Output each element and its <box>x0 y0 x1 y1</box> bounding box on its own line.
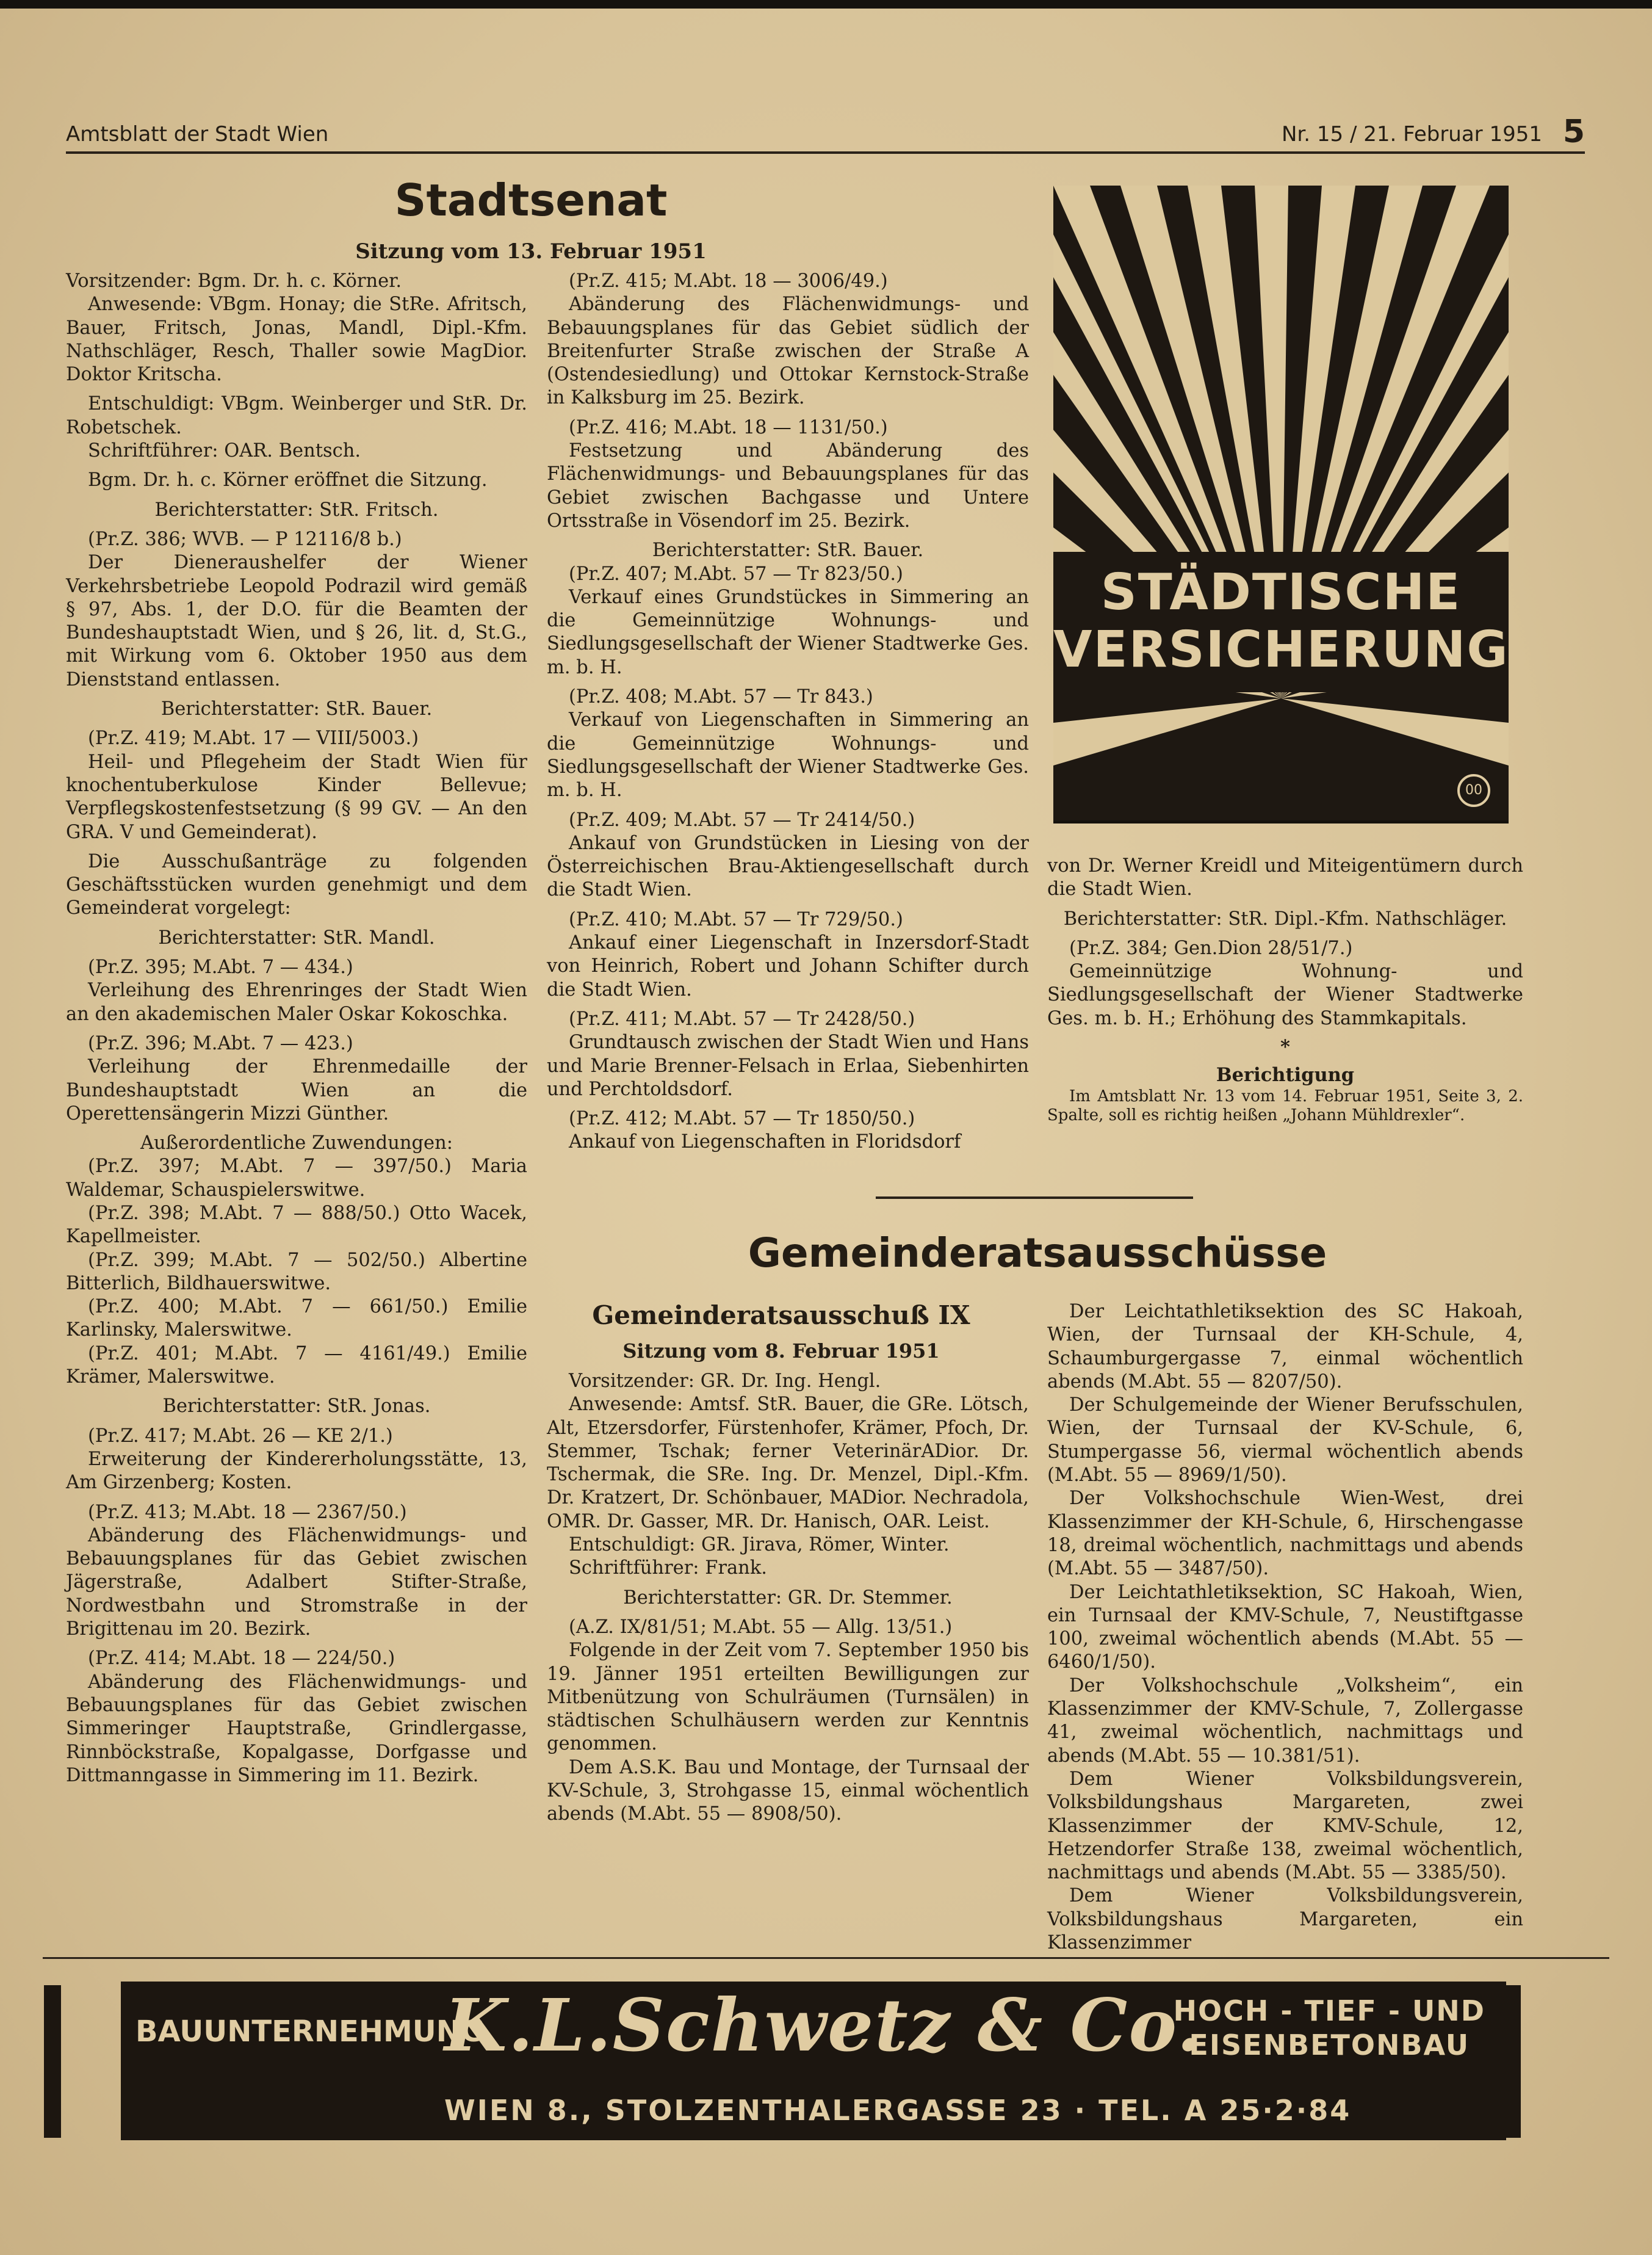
paragraph: Berichterstatter: StR. Bauer. <box>161 698 433 720</box>
bottom-divider <box>43 1957 1609 1959</box>
paragraph: Schriftführer: OAR. Bentsch. <box>88 440 361 462</box>
paragraph: Verkauf von Liegenschaften in Simmering an die Gemeinnützige Wohnungs- und Siedlungsgesellschaft der Wiener Stadtwerke Ges. m. b. H. <box>547 709 1029 802</box>
paragraph: (Pr.Z. 400; M.Abt. 7 — 661/50.) Emilie Karlinsky, Malerswitwe. <box>66 1296 527 1341</box>
paragraph: Ankauf von Liegenschaften in Floridsdorf <box>569 1131 961 1153</box>
paragraph: Heil- und Pflegeheim der Stadt Wien für knochentuberkulose Kinder Bellevue; Verpflegskostenfestsetzung (§ 99 GV. — An den GRA. V und Gemeinderat). <box>66 751 527 843</box>
paragraph: (Pr.Z. 396; M.Abt. 7 — 423.) <box>88 1032 353 1054</box>
insurance-logo-icon: 00 <box>1457 774 1490 807</box>
ad-schwetz-name: K.L.Schwetz & Co. <box>444 1983 1203 2068</box>
paragraph: von Dr. Werner Kreidl und Miteigentümern durch die Stadt Wien. <box>1047 855 1523 900</box>
paragraph: Der Leichtathletiksektion, SC Hakoah, Wien, ein Turnsaal der KMV-Schule, 7, Neustiftgasse 100, zweimal wöchentlich abends (M.Abt. 55 — 6460/1/50). <box>1047 1581 1523 1673</box>
paragraph: Entschuldigt: GR. Jirava, Römer, Winter. <box>569 1534 950 1556</box>
paragraph: Verkauf eines Grundstückes in Simmering an die Gemeinnützige Wohnungs- und Siedlungsgesellschaft der Wiener Stadtwerke Ges. m. b. H. <box>547 586 1029 678</box>
issue-date: Nr. 15 / 21. Februar 1951 <box>1282 122 1542 147</box>
page-header <box>66 114 1585 154</box>
paragraph: Im Amtsblatt Nr. 13 vom 14. Februar 1951, Seite 3, 2. Spalte, soll es richtig heißen „Johann Mühldrexler“. <box>1047 1087 1523 1124</box>
paragraph: (Pr.Z. 386; WVB. — P 12116/8 b.) <box>88 528 402 550</box>
ad-services-line-1: HOCH - TIEF - UND <box>1173 1994 1485 2027</box>
paragraph: Ankauf einer Liegenschaft in Inzersdorf-Stadt von Heinrich, Robert und Johann Schifter durch die Stadt Wien. <box>547 932 1029 1001</box>
paragraph: Berichterstatter: StR. Fritsch. <box>154 499 439 521</box>
ad-schwetz <box>121 1982 1506 2140</box>
paragraph: (Pr.Z. 395; M.Abt. 7 — 434.) <box>88 957 353 979</box>
ad-services-line-2: EISENBETONBAU <box>1189 2029 1470 2061</box>
ad-versicherung-text <box>1053 564 1509 679</box>
page-number: 5 <box>1562 114 1585 150</box>
section-divider <box>876 1196 1193 1199</box>
paragraph: (Pr.Z. 412; M.Abt. 57 — Tr 1850/50.) <box>569 1108 915 1130</box>
paragraph: Anwesende: Amtsf. StR. Bauer, die GRe. Lötsch, Alt, Etzersdorfer, Fürstenhofer, Krämer, Pfoch, Dr. Stemmer, Tschak; ferner VeterinärADior. Dr. Tschermak, die SRe. Ing. Dr. Menzel, Dipl.-Kfm. Dr. Kratzert, Dr. Schönbauer, MADior. Nechradola, OMR. Dr. Gasser, MR. Dr. Hanisch, OAR. Leist. <box>547 1394 1029 1532</box>
paragraph: Erweiterung der Kindererholungsstätte, 13, Am Girzenberg; Kosten. <box>66 1448 527 1494</box>
paragraph: Dem Wiener Volksbildungsverein, Volksbildungshaus Margareten, ein Klassenzimmer <box>1047 1885 1523 1954</box>
paragraph: Der Schulgemeinde der Wiener Berufsschulen, Wien, der Turnsaal der KV-Schule, 6, Stumpergasse 56, viermal wöchentlich abends (M.Abt. 55 — 8969/1/50). <box>1047 1394 1523 1486</box>
paragraph: (Pr.Z. 397; M.Abt. 7 — 397/50.) Maria Waldemar, Schauspielerswitwe. <box>66 1156 527 1201</box>
paragraph: Berichterstatter: StR. Mandl. <box>158 927 435 949</box>
stadtsenat-column-1 <box>66 270 527 1787</box>
paragraph: (Pr.Z. 416; M.Abt. 18 — 1131/50.) <box>569 416 888 438</box>
ad-left-bar <box>44 1985 61 2138</box>
paragraph: Festsetzung und Abänderung des Flächenwidmungs- und Bebauungsplanes für das Gebiet zwischen Bachgasse und Untere Ortsstraße in Vösendorf im 25. Bezirk. <box>547 440 1029 532</box>
gemeinderat-column-3 <box>1047 1300 1523 1955</box>
paragraph: Vorsitzender: Bgm. Dr. h. c. Körner. <box>66 270 402 292</box>
paragraph: Berichterstatter: StR. Bauer. <box>652 540 924 562</box>
paragraph: Folgende in der Zeit vom 7. September 1950 bis 19. Jänner 1951 erteilten Bewilligungen zur Mitbenützung von Schulräumen (Turnsälen) in städtischen Schulhäusern werden zur Kenntnis genommen. <box>547 1640 1029 1755</box>
ad-schwetz-address: WIEN 8., STOLZENTHALERGASSE 23 · TEL. A 25·2·84 <box>444 2094 1352 2127</box>
paragraph: Außerordentliche Zuwendungen: <box>140 1132 453 1154</box>
stadtsenat-column-2 <box>547 270 1029 1154</box>
paragraph: Dem A.S.K. Bau und Montage, der Turnsaal der KV-Schule, 3, Strohgasse 15, einmal wöchentlich abends (M.Abt. 55 — 8908/50). <box>547 1756 1029 1825</box>
paragraph: (Pr.Z. 399; M.Abt. 7 — 502/50.) Albertine Bitterlich, Bildhauerswitwe. <box>66 1249 527 1294</box>
paragraph: Abänderung des Flächenwidmungs- und Bebauungsplanes für das Gebiet zwischen Simmeringer Hauptstraße, Grindlergasse, Rinnböckstraße, Kopalgasse, Dorfgasse und Dittmanngasse in Simmering im 11. Bezirk. <box>66 1671 527 1786</box>
paragraph: (Pr.Z. 398; M.Abt. 7 — 888/50.) Otto Wacek, Kapellmeister. <box>66 1202 527 1248</box>
section-subtitle-stadtsenat: Sitzung vom 13. Februar 1951 <box>355 239 707 264</box>
paragraph: (Pr.Z. 410; M.Abt. 57 — Tr 729/50.) <box>569 908 903 930</box>
paragraph: Dem Wiener Volksbildungsverein, Volksbildungshaus Margareten, zwei Klassenzimmer der KMV-Schule, 12, Hetzendorfer Straße 138, zweimal wöchentlich, nachmittags und abends (M.Abt. 55 — 3385/50). <box>1047 1768 1523 1884</box>
committee-date: Sitzung vom 8. Februar 1951 <box>622 1339 940 1363</box>
paragraph: Berichtigung <box>1216 1064 1355 1087</box>
ad-text-line-1: STÄDTISCHE <box>1100 563 1462 621</box>
ad-schwetz-services <box>1174 1994 1485 2062</box>
paragraph: Bgm. Dr. h. c. Körner eröffnet die Sitzung. <box>88 469 488 491</box>
ad-schwetz-label: BAUUNTERNEHMUNG <box>135 2014 485 2049</box>
gemeinderat-column-2 <box>547 1370 1029 1826</box>
paragraph: (Pr.Z. 414; M.Abt. 18 — 224/50.) <box>88 1648 395 1670</box>
paragraph: Der Volkshochschule Wien-West, drei Klassenzimmer der KH-Schule, 6, Hirschengasse 18, dreimal wöchentlich, nachmittags und abends (M.Abt. 55 — 3487/50). <box>1047 1488 1523 1580</box>
paragraph: Abänderung des Flächenwidmungs- und Bebauungsplanes für das Gebiet zwischen Jägerstraße, Adalbert Stifter-Straße, Nordwestbahn und Stromstraße in der Brigittenau im 20. Bezirk. <box>66 1524 527 1640</box>
paragraph: Die Ausschußanträge zu folgenden Geschäftsstücken wurden genehmigt und dem Gemeinderat vorgelegt: <box>66 850 527 919</box>
paragraph: Schriftführer: Frank. <box>569 1557 768 1579</box>
paragraph: (Pr.Z. 409; M.Abt. 57 — Tr 2414/50.) <box>569 809 915 831</box>
publication-name: Amtsblatt der Stadt Wien <box>66 122 329 147</box>
ad-text-line-2: VERSICHERUNG <box>1053 621 1509 679</box>
paragraph: Verleihung des Ehrenringes der Stadt Wien an den akademischen Maler Oskar Kokoschka. <box>66 980 527 1025</box>
paragraph: Ankauf von Grundstücken in Liesing von der Österreichischen Brau-Aktiengesellschaft durch die Stadt Wien. <box>547 832 1029 901</box>
paragraph: Der Leichtathletiksektion des SC Hakoah, Wien, der Turnsaal der KH-Schule, 4, Schaumburgergasse 7, einmal wöchentlich abends (M.Abt. 55 — 8207/50). <box>1047 1301 1523 1392</box>
ad-staedtische-versicherung <box>1053 186 1509 823</box>
paragraph: (Pr.Z. 413; M.Abt. 18 — 2367/50.) <box>88 1501 407 1523</box>
paragraph: Berichterstatter: GR. Dr. Stemmer. <box>623 1587 953 1609</box>
paragraph: (Pr.Z. 419; M.Abt. 17 — VIII/5003.) <box>88 728 419 750</box>
section-title-gemeinderat: Gemeinderatsausschüsse <box>748 1229 1327 1276</box>
paragraph: (Pr.Z. 407; M.Abt. 57 — Tr 823/50.) <box>569 563 903 585</box>
paragraph: (Pr.Z. 415; M.Abt. 18 — 3006/49.) <box>569 270 888 292</box>
paragraph: Abänderung des Flächenwidmungs- und Bebauungsplanes für das Gebiet südlich der Breitenfurter Straße zwischen der Straße A (Ostendesiedlung) und Ottokar Kernstock-Straße in Kalksburg im 25. Bezirk. <box>547 294 1029 409</box>
committee-title: Gemeinderatsausschuß IX <box>592 1300 970 1330</box>
paragraph: (Pr.Z. 408; M.Abt. 57 — Tr 843.) <box>569 686 873 708</box>
paragraph: (Pr.Z. 401; M.Abt. 7 — 4161/49.) Emilie Krämer, Malerswitwe. <box>66 1342 527 1388</box>
paragraph: (Pr.Z. 384; Gen.Dion 28/51/7.) <box>1069 937 1353 959</box>
paragraph: Der Dieneraushelfer der Wiener Verkehrsbetriebe Leopold Podrazil wird gemäß § 97, Abs. 1, der D.O. für die Beamten der Bundeshauptstadt Wien, und § 26, lit. d, St.G., mit Wirkung vom 6. Oktober 1950 aus dem Dienststand entlassen. <box>66 552 527 690</box>
paragraph: Berichterstatter: StR. Dipl.-Kfm. Nathschläger. <box>1063 908 1507 930</box>
sunburst-graphic <box>1053 186 1509 820</box>
section-title-stadtsenat: Stadtsenat <box>394 175 668 226</box>
paragraph: * <box>1280 1036 1290 1059</box>
ad-right-bar <box>1504 1985 1521 2138</box>
paragraph: Grundtausch zwischen der Stadt Wien und Hans und Marie Brenner-Felsach in Erlaa, Siebenhirten und Perchtoldsdorf. <box>547 1032 1029 1100</box>
paragraph: Vorsitzender: GR. Dr. Ing. Hengl. <box>569 1370 881 1392</box>
paragraph: (Pr.Z. 417; M.Abt. 26 — KE 2/1.) <box>88 1425 393 1447</box>
paragraph: (A.Z. IX/81/51; M.Abt. 55 — Allg. 13/51.) <box>569 1616 953 1638</box>
paragraph: Der Volkshochschule „Volksheim“, ein Klassenzimmer der KMV-Schule, 7, Zollergasse 41, zweimal wöchentlich, nachmittags und abends (M.Abt. 55 — 10.381/51). <box>1047 1674 1523 1767</box>
paragraph: (Pr.Z. 411; M.Abt. 57 — Tr 2428/50.) <box>569 1008 915 1030</box>
paragraph: Entschuldigt: VBgm. Weinberger und StR. Dr. Robetschek. <box>66 393 527 438</box>
paragraph: Anwesende: VBgm. Honay; die StRe. Afritsch, Bauer, Fritsch, Jonas, Mandl, Dipl.-Kfm. Nathschläger, Resch, Thaller sowie MagDior. Doktor Kritscha. <box>66 294 527 386</box>
paragraph: Verleihung der Ehrenmedaille der Bundeshauptstadt Wien an die Operettensängerin Mizzi Günther. <box>66 1056 527 1124</box>
stadtsenat-column-3 <box>1047 855 1523 1125</box>
paragraph: Gemeinnützige Wohnung- und Siedlungsgesellschaft der Wiener Stadtwerke Ges. m. b. H.; Erhöhung des Stammkapitals. <box>1047 961 1523 1029</box>
paragraph: Berichterstatter: StR. Jonas. <box>162 1395 431 1417</box>
